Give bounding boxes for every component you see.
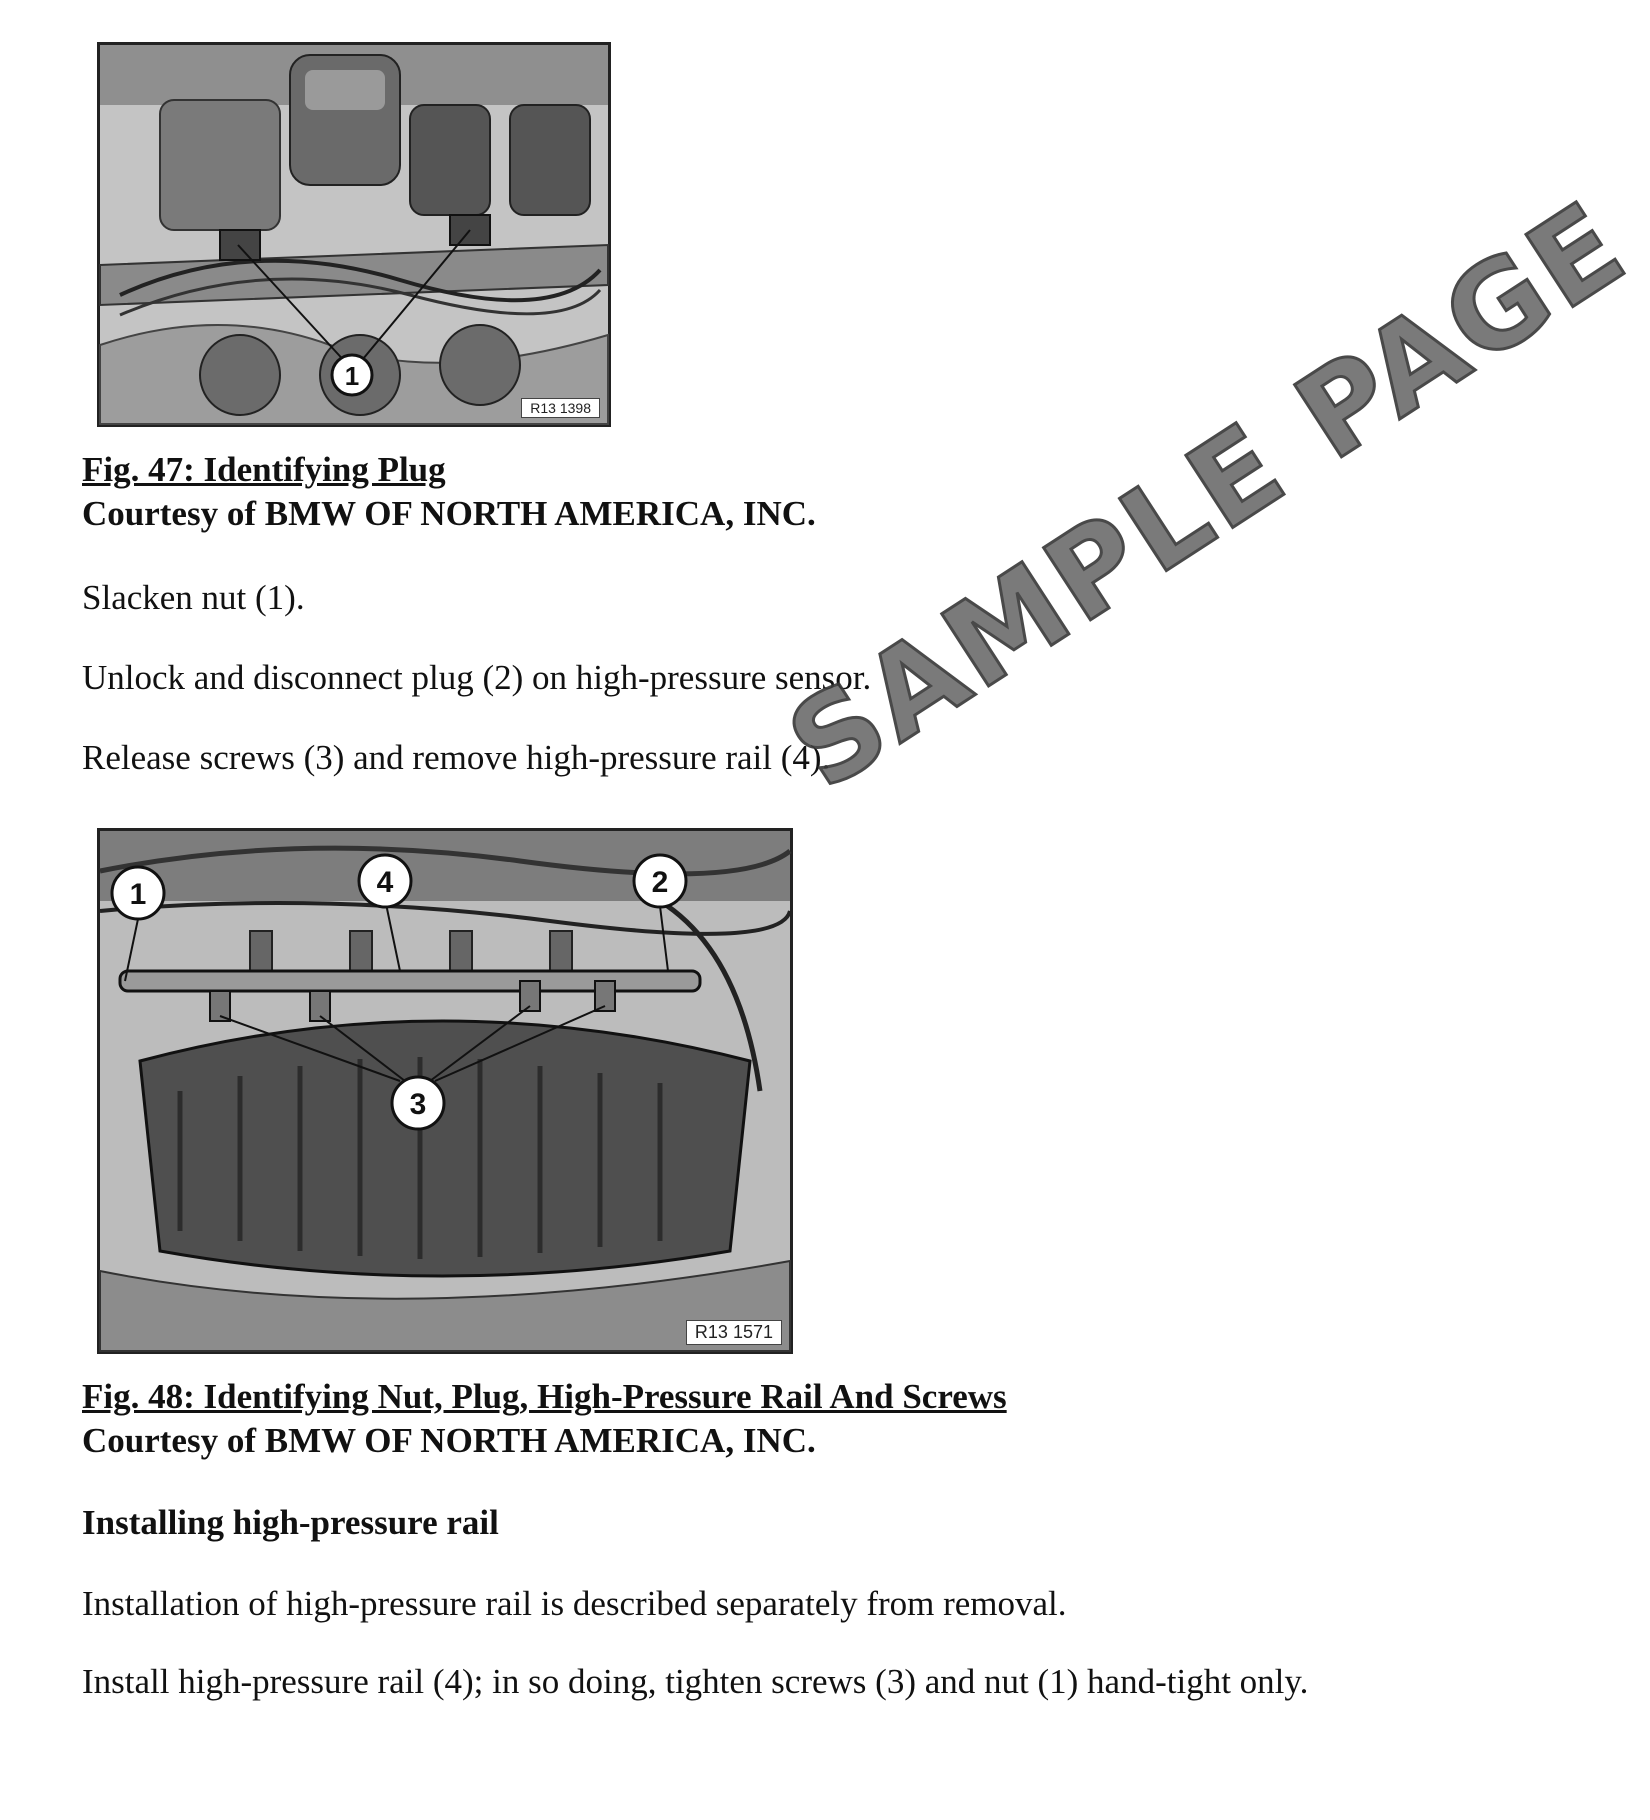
sample-page-watermark: SAMPLE PAGE bbox=[765, 174, 1650, 816]
step-install-rail: Install high-pressure rail (4); in so doing, tighten screws (3) and nut (1) hand-tight only. bbox=[82, 1662, 1309, 1701]
callout-label-screws: 3 bbox=[409, 1088, 427, 1121]
step-install-note: Installation of high-pressure rail is described separately from removal. bbox=[82, 1584, 1067, 1623]
figure-48-title: Fig. 48: Identifying Nut, Plug, High-Pressure Rail And Screws bbox=[82, 1377, 1007, 1416]
figure-47-ref-code: R13 1398 bbox=[521, 398, 600, 418]
callout-label-plug: 2 bbox=[651, 866, 669, 899]
figure-47-courtesy: Courtesy of BMW OF NORTH AMERICA, INC. bbox=[82, 494, 816, 533]
callout-label-nut: 1 bbox=[129, 878, 147, 911]
callout-label-1: 1 bbox=[344, 361, 360, 391]
engine-photo-plug bbox=[100, 45, 608, 424]
callout-label-rail: 4 bbox=[376, 866, 394, 899]
figure-48-photo bbox=[97, 828, 793, 1354]
section-heading: Installing high-pressure rail bbox=[82, 1503, 499, 1542]
figure-47-title: Fig. 47: Identifying Plug bbox=[82, 450, 446, 489]
figure-48-courtesy: Courtesy of BMW OF NORTH AMERICA, INC. bbox=[82, 1421, 816, 1460]
figure-47-photo bbox=[97, 42, 611, 427]
figure-47-caption bbox=[82, 448, 816, 536]
engine-photo-rail bbox=[100, 831, 790, 1351]
step-disconnect-plug: Unlock and disconnect plug (2) on high-pressure sensor. bbox=[82, 658, 872, 697]
step-remove-rail: Release screws (3) and remove high-pressure rail (4). bbox=[82, 738, 831, 777]
step-slacken-nut: Slacken nut (1). bbox=[82, 578, 305, 617]
figure-48-ref-code: R13 1571 bbox=[686, 1320, 782, 1345]
figure-48-caption bbox=[82, 1375, 1007, 1463]
